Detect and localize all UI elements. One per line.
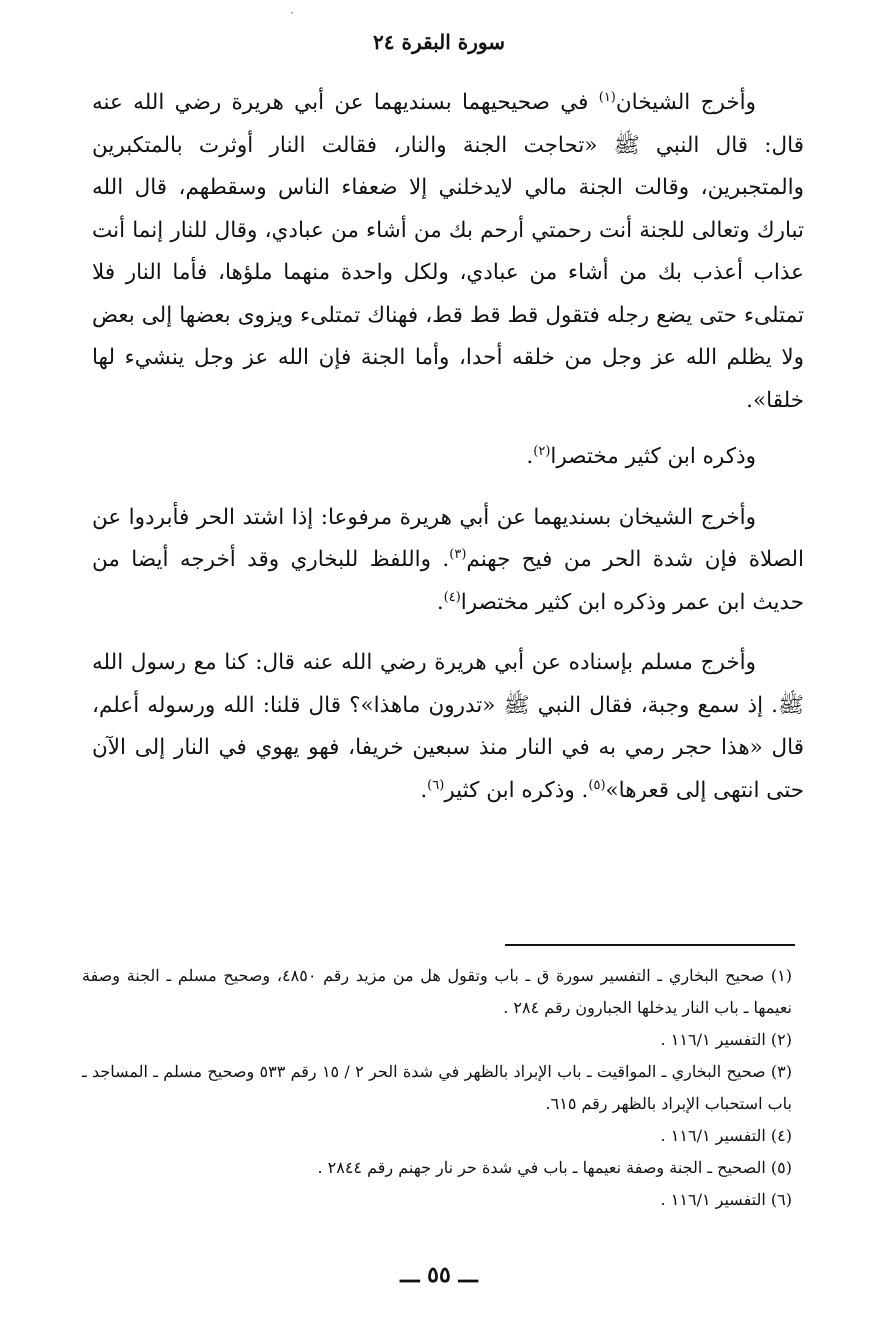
footnote-ref: (٦) — [427, 777, 445, 793]
running-header: سورة البقرة ٢٤ — [373, 30, 505, 54]
footnote-1: (١) صحيح البخاري ـ التفسير سورة ق ـ باب وتقول هل من مزيد رقم ٤٨٥٠، وصحيح مسلم ـ الجنة وصفة نعيمها ـ باب النار يدخلها الجبارون رقم ٢٨٤ . — [82, 966, 792, 1017]
paragraph-3 — [92, 497, 804, 625]
footnote-5: (٥) الصحيح ـ الجنة وصفة نعيمها ـ باب في شدة حر نار جهنم رقم ٢٨٤٤ . — [317, 1158, 792, 1177]
paragraph-4-text-c: . — [420, 777, 428, 803]
footnote-2: (٢) التفسير ١١٦/١ . — [660, 1030, 792, 1049]
paragraph-2-text-a: وذكره ابن كثير مختصرا — [550, 444, 756, 469]
scan-mark: · — [290, 6, 294, 20]
footnote-ref: (٣) — [449, 546, 467, 562]
footnote-4: (٤) التفسير ١١٦/١ . — [660, 1126, 792, 1145]
footnote-3: (٣) صحيح البخاري ـ المواقيت ـ باب الإبراد بالظهر في شدة الحر ٢ / ١٥ رقم ٥٣٣ وصحيح مسلم ـ المساجد ـ باب استحباب الإبراد بالظهر رقم ٦١٥. — [82, 1062, 793, 1113]
footnote-ref: (١) — [598, 89, 616, 105]
main-text — [92, 82, 804, 812]
paragraph-2-text-b: . — [526, 444, 534, 469]
paragraph-4-text-b: . وذكره ابن كثير — [444, 777, 589, 803]
paragraph-3-text-c: . — [436, 589, 444, 615]
footnote-ref: (٢) — [533, 443, 551, 459]
paragraph-1-text-a: وأخرج الشيخان — [615, 90, 756, 115]
page-number: ـــ ٥٥ ـــ — [400, 1262, 478, 1288]
footnotes — [82, 960, 792, 1216]
paragraph-4 — [92, 642, 804, 812]
paragraph-4-text-a: وأخرج مسلم بإسناده عن أبي هريرة رضي الله عنه قال: كنا مع رسول الله ﷺ. إذ سمع وجبة، فقال النبي ﷺ «تدرون ماهذا»؟ قال قلنا: الله ورسوله أعلم، قال «هذا حجر رمي به في النار منذ سبعين خريفا، فهو يهوي في النار إلى الآن حتى انتهى إلى قعرها» — [92, 650, 804, 803]
paragraph-2 — [92, 436, 804, 479]
paragraph-1-text-b: في صحيحيهما بسنديهما عن أبي هريرة رضي الله عنه قال: قال النبي ﷺ «تحاجت الجنة والنار، فقالت النار أوثرت بالمتكبرين والمتجبرين، وقالت الجنة مالي لايدخلني إلا ضعفاء الناس وسقطهم، قال الله تبارك وتعالى للجنة أنت رحمتي أرحم بك من أشاء من عبادي، وقال للنار إنما أنت عذاب أعذب بك من أشاء من عبادي، ولكل واحدة منهما ملؤها، فأما النار فلا تمتلىء حتى يضع رجله فتقول قط قط قط، فهناك تمتلىء ويزوى بعضها إلى بعض ولا يظلم الله عز وجل من خلقه أحدا، وأما الجنة فإن الله عز وجل ينشيء لها خلقا». — [92, 90, 804, 413]
paragraph-3-text-b: . واللفظ للبخاري وقد أخرجه أيضا من حديث ابن عمر وذكره ابن كثير مختصرا — [92, 547, 804, 615]
footnote-ref: (٤) — [443, 589, 461, 605]
footnote-6: (٦) التفسير ١١٦/١ . — [660, 1190, 792, 1209]
footnote-ref: (٥) — [588, 777, 606, 793]
paragraph-3-text-a: وأخرج الشيخان بسنديهما عن أبي هريرة مرفوعا: إذا اشتد الحر فأبردوا عن الصلاة فإن شدة الحر من فيح جهنم — [92, 504, 804, 572]
footnote-separator — [505, 944, 795, 946]
paragraph-1 — [92, 82, 804, 422]
